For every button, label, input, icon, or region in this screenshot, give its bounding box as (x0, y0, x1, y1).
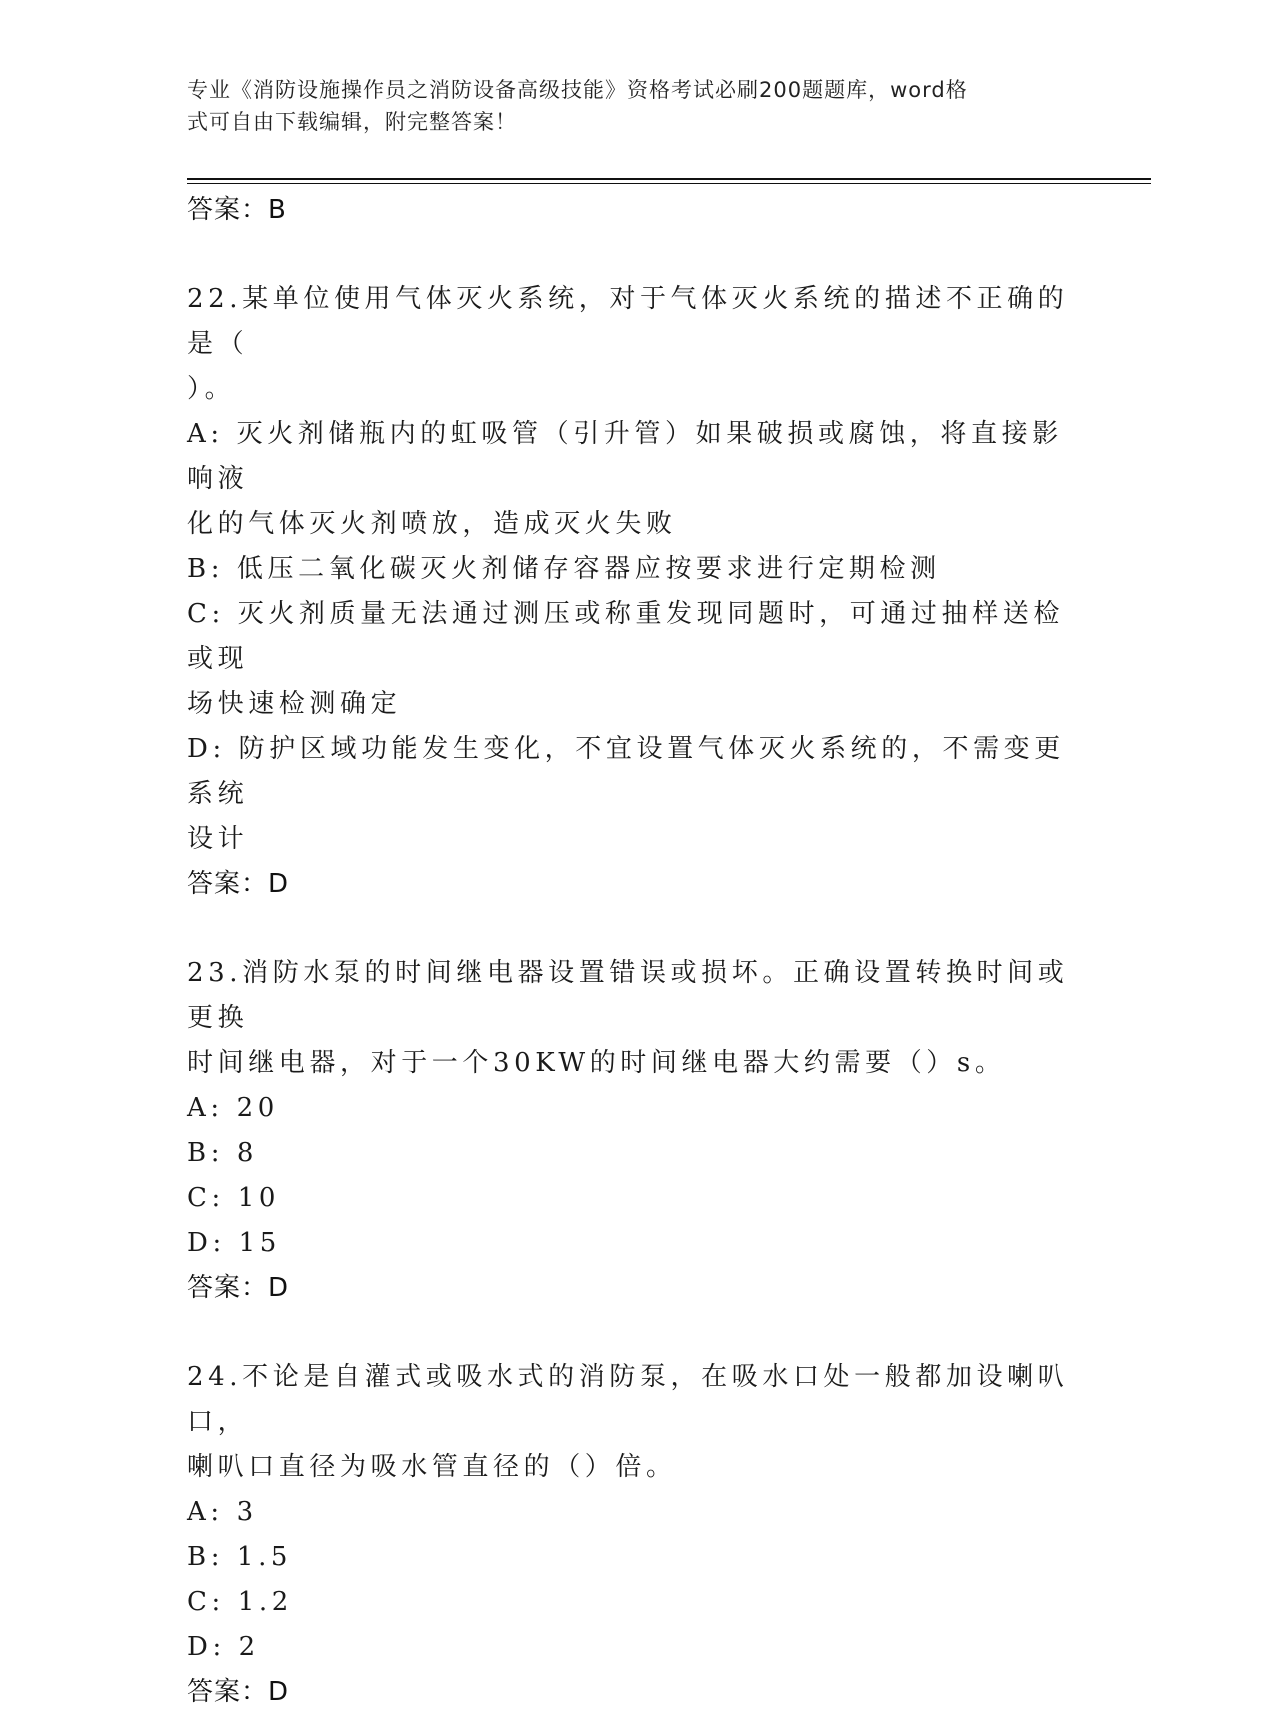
answer-value: D (268, 1677, 290, 1707)
answer-label: 答案： (187, 1273, 269, 1303)
header-title-line-1: 专业《消防设施操作员之消防设备高级技能》资格考试必刷200题题库，word格 (187, 78, 968, 102)
question-answer (187, 1266, 1087, 1311)
option-d-line: D: 2 (187, 1632, 260, 1662)
option-c-line: C: 10 (187, 1183, 281, 1213)
previous-answer (187, 188, 1087, 233)
option-b-line: B: 1.5 (187, 1542, 293, 1572)
header-divider-thick (187, 178, 1151, 180)
question-stem-line: 22.某单位使用气体灭火系统，对于气体灭火系统的描述不正确的是（ (187, 284, 1069, 359)
question-answer (187, 862, 1087, 907)
option-b-line: B: 低压二氧化碳灭火剂储存容器应按要求进行定期检测 (187, 554, 941, 584)
answer-label: 答案： (187, 1677, 269, 1707)
answer-label: 答案： (187, 869, 269, 899)
question-stem-line: ）。 (187, 374, 236, 404)
question-answer (187, 1670, 1087, 1715)
option-a-line: A: 20 (187, 1093, 279, 1123)
option-c-line: C: 灭火剂质量无法通过测压或称重发现同题时，可通过抽样送检或现 (187, 599, 1064, 674)
answer-value: D (268, 869, 290, 899)
question-stem-line: 喇叭口直径为吸水管直径的（）倍。 (187, 1452, 677, 1482)
header-divider-thin (187, 183, 1151, 184)
option-c-line: 场快速检测确定 (187, 689, 402, 719)
question-stem-line: 23.消防水泵的时间继电器设置错误或损坏。正确设置转换时间或更换 (187, 958, 1069, 1033)
question-24 (187, 1355, 1087, 1715)
option-a-line: A: 灭火剂储瓶内的虹吸管（引升管）如果破损或腐蚀，将直接影响液 (187, 419, 1063, 494)
header-title-line-2: 式可自由下载编辑，附完整答案！ (187, 110, 517, 134)
answer-value: B (268, 195, 287, 225)
option-c-line: C: 1.2 (187, 1587, 293, 1617)
question-23 (187, 951, 1087, 1311)
option-a-line: 化的气体灭火剂喷放，造成灭火失败 (187, 509, 677, 539)
option-b-line: B: 8 (187, 1138, 259, 1168)
questions-content (187, 188, 1087, 1715)
answer-label: 答案： (187, 195, 269, 225)
document-header (187, 74, 1067, 138)
option-d-line: 设计 (187, 824, 249, 854)
question-22 (187, 277, 1087, 907)
option-a-line: A: 3 (187, 1497, 258, 1527)
answer-value: D (268, 1273, 290, 1303)
question-stem-line: 24.不论是自灌式或吸水式的消防泵，在吸水口处一般都加设喇叭口， (187, 1362, 1069, 1437)
question-stem-line: 时间继电器，对于一个30KW的时间继电器大约需要（）s。 (187, 1048, 1006, 1078)
option-d-line: D: 防护区域功能发生变化，不宜设置气体灭火系统的，不需变更系统 (187, 734, 1065, 809)
option-d-line: D: 15 (187, 1228, 281, 1258)
